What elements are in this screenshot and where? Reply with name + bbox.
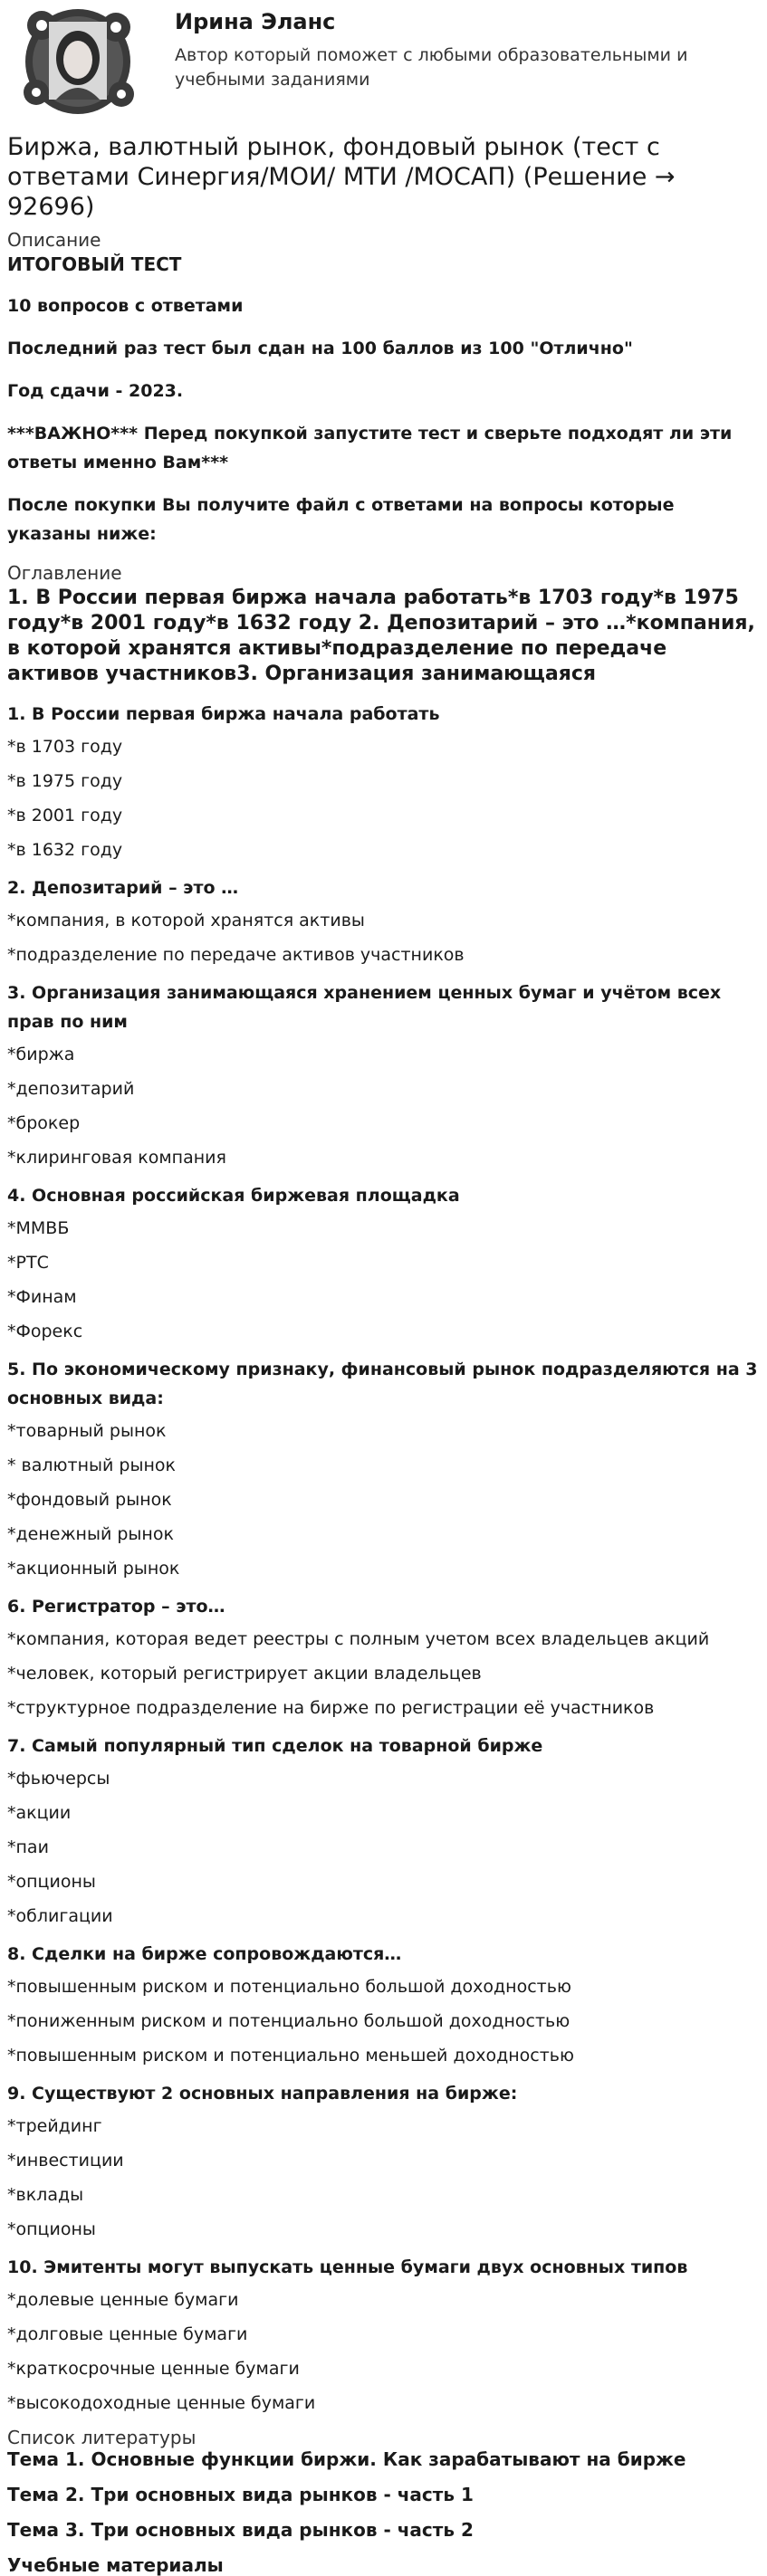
question-block (7, 2079, 760, 2240)
question-option: *высокодоходные ценные бумаги (7, 2393, 316, 2413)
question-title: 7. Самый популярный тип сделок на товарной бирже (7, 1736, 543, 1756)
question-title: 3. Организация занимающаяся хранением ценных бумаг и учётом всех прав по ним (7, 983, 722, 1032)
question-block (7, 2253, 760, 2414)
question-option: *акции (7, 1803, 72, 1823)
question-option: *компания, которая ведет реестры с полным учетом всех владельцев акций (7, 1629, 710, 1649)
question-block (7, 1592, 760, 1719)
description-paragraph: 10 вопросов с ответами (7, 296, 244, 316)
literature-item: Учебные материалы (7, 2554, 224, 2576)
author-bio: Автор который поможет с любыми образовательными и учебными заданиями (175, 45, 688, 90)
question-block (7, 873, 760, 966)
question-option: *подразделение по передаче активов участников (7, 945, 465, 965)
question-option: *Финам (7, 1287, 77, 1307)
question-block (7, 700, 760, 861)
question-option: *паи (7, 1837, 49, 1857)
description-paragraph: Год сдачи - 2023. (7, 381, 184, 401)
question-title: 1. В России первая биржа начала работать (7, 704, 440, 724)
question-option: *долевые ценные бумаги (7, 2290, 239, 2310)
question-option: *человек, который регистрирует акции владельцев (7, 1664, 482, 1684)
author-name[interactable]: Ирина Эланс (175, 9, 336, 34)
question-block (7, 978, 760, 1169)
question-option: *повышенным риском и потенциально большой доходностью (7, 1977, 571, 1997)
question-option: *биржа (7, 1045, 75, 1064)
question-option: *фондовый рынок (7, 1490, 172, 1510)
question-title: 2. Депозитарий – это … (7, 878, 239, 898)
question-option: *денежный рынок (7, 1524, 174, 1544)
question-option: *повышенным риском и потенциально меньшей доходностью (7, 2046, 574, 2066)
question-option: *инвестиции (7, 2151, 124, 2171)
literature-list (7, 2448, 760, 2576)
literature-item: Тема 3. Три основных вида рынков - часть 2 (7, 2519, 474, 2541)
question-title: 4. Основная российская биржевая площадка (7, 1186, 460, 1206)
question-option: *фьючерсы (7, 1769, 110, 1789)
author-avatar[interactable] (14, 5, 141, 118)
question-option: *в 1632 году (7, 840, 123, 860)
question-option: *долговые ценные бумаги (7, 2324, 248, 2344)
literature-item: Тема 2. Три основных вида рынков - часть 1 (7, 2484, 474, 2505)
question-option: *структурное подразделение на бирже по регистрации её участников (7, 1698, 655, 1718)
question-option: *акционный рынок (7, 1559, 180, 1579)
question-title: 10. Эмитенты могут выпускать ценные бумаги двух основных типов (7, 2257, 688, 2277)
question-option: *вклады (7, 2185, 84, 2205)
description-label: Описание (7, 229, 101, 251)
description-paragraph: После покупки Вы получите файл с ответами на вопросы которые указаны ниже: (7, 495, 675, 544)
question-option: *трейдинг (7, 2116, 102, 2136)
question-option: *краткосрочные ценные бумаги (7, 2359, 300, 2379)
question-option: *опционы (7, 1872, 96, 1892)
question-option: *опционы (7, 2219, 96, 2239)
question-option: *товарный рынок (7, 1421, 167, 1441)
question-option: *клиринговая компания (7, 1148, 226, 1168)
page-title: Биржа, валютный рынок, фондовый рынок (тест с ответами Синергия/МОИ/ МТИ /МОСАП) (Решение → 92696) (7, 133, 676, 221)
question-option: *в 1703 году (7, 737, 123, 757)
author-card (7, 0, 760, 127)
question-option: *пониженным риском и потенциально большой доходностью (7, 2011, 570, 2031)
question-option: *Форекс (7, 1321, 83, 1341)
question-option: *ММВБ (7, 1218, 70, 1238)
description-paragraph: Последний раз тест был сдан на 100 баллов из 100 "Отлично" (7, 339, 633, 358)
question-title: 9. Существуют 2 основных направления на бирже: (7, 2084, 518, 2104)
question-title: 5. По экономическому признаку, финансовый рынок подразделяются на 3 основных вида: (7, 1360, 758, 1408)
literature-item: Тема 1. Основные функции биржи. Как зарабатывают на бирже (7, 2448, 686, 2470)
description-paragraph: ***ВАЖНО*** Перед покупкой запустите тест и сверьте подходят ли эти ответы именно Вам*** (7, 424, 733, 472)
toc-summary: 1. В России первая биржа начала работать*в 1703 году*в 1975 году*в 2001 году*в 1632 году 2. Депозитарий – это …*компания, в которой хранятся активы*подразделение по передаче активов участников3. Организация занимающаяся (7, 587, 755, 685)
question-option: *брокер (7, 1113, 81, 1133)
question-option: *компания, в которой хранятся активы (7, 911, 365, 930)
question-block (7, 1732, 760, 1927)
question-option: *РТС (7, 1253, 49, 1273)
question-block (7, 1181, 760, 1342)
question-option: *в 2001 году (7, 806, 123, 825)
toc-label: Оглавление (7, 562, 122, 584)
description-heading: ИТОГОВЫЙ ТЕСТ (7, 253, 182, 275)
question-option: *облигации (7, 1906, 113, 1926)
question-block (7, 1940, 760, 2066)
question-title: 8. Сделки на бирже сопровождаются… (7, 1944, 402, 1964)
literature-label: Список литературы (7, 2427, 197, 2448)
question-option: *депозитарий (7, 1079, 135, 1099)
questions-list (7, 700, 760, 2414)
question-option: *в 1975 году (7, 771, 123, 791)
description-body (7, 291, 760, 549)
question-option: * валютный рынок (7, 1455, 176, 1475)
question-title: 6. Регистратор – это… (7, 1597, 225, 1617)
question-block (7, 1355, 760, 1579)
